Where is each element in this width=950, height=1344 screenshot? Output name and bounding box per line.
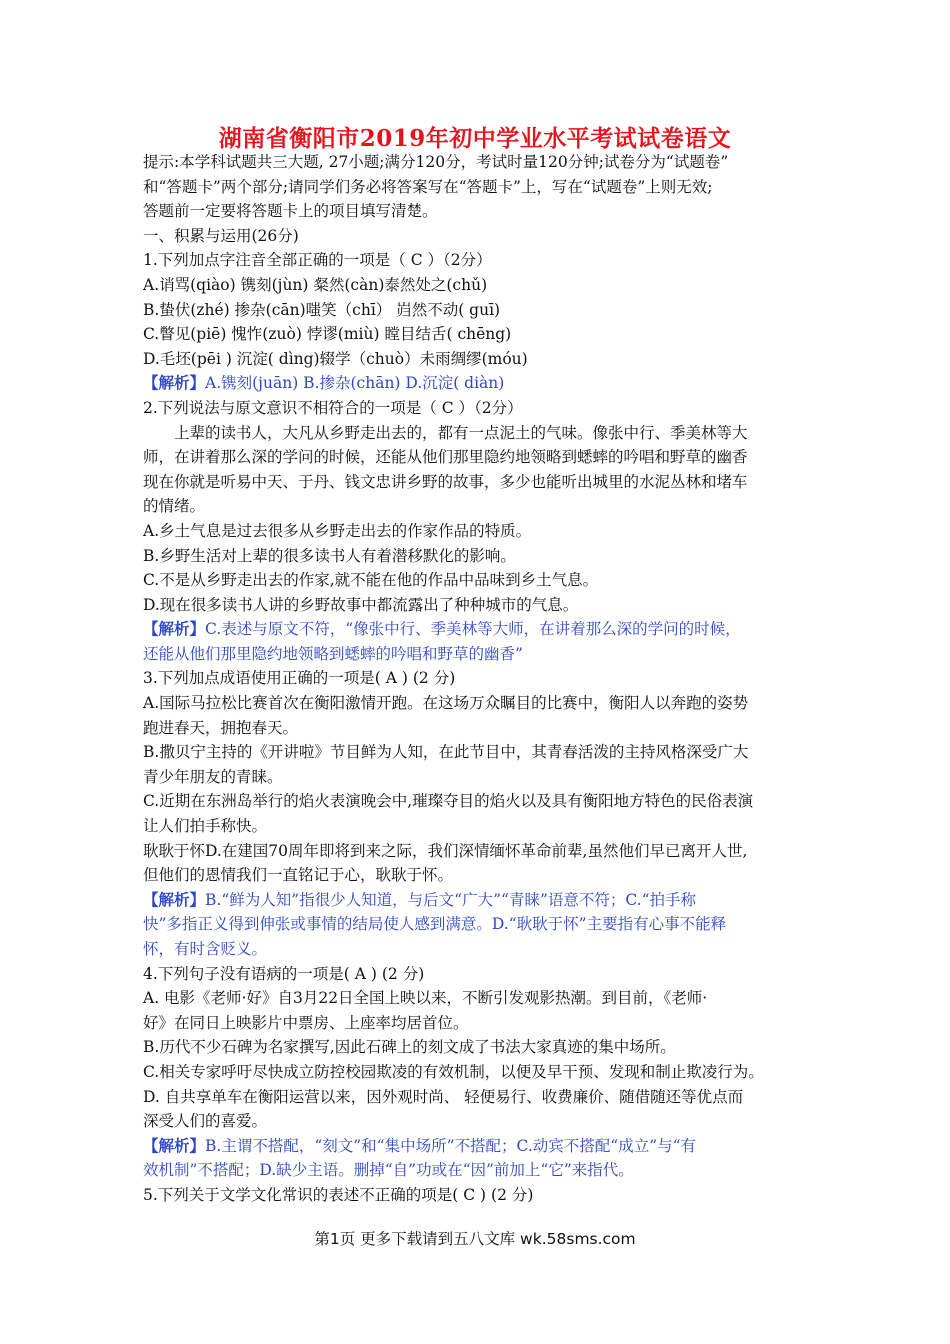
analysis-text: 效机制”不搭配；D.缺少主语。删掉“自”功或在“因”前加上“它”来指代。	[143, 1161, 634, 1180]
text-line	[143, 519, 811, 544]
line-text: B.历代不少石碑为名家撰写,因此石碑上的刻文成了书法大家真迹的集中场所。	[143, 1038, 676, 1057]
text-line	[143, 371, 811, 396]
line-text: 的情绪。	[143, 497, 206, 516]
text-line	[143, 888, 811, 913]
text-line	[143, 937, 811, 962]
line-text: C.不是从乡野走出去的作家,就不能在他的作品中品味到乡土气息。	[143, 571, 599, 590]
analysis-text: C.表述与原文不符，“像张中行、季美林等大师，在讲着那么深的学问的时候，	[205, 620, 741, 639]
text-line	[143, 839, 811, 864]
text-line	[143, 199, 811, 224]
analysis-marker: 【解析】	[143, 373, 206, 393]
line-text: 但他们的恩情我们一直铭记于心，耿耿于怀。	[143, 866, 454, 885]
text-line	[143, 568, 811, 593]
analysis-marker: 【解析】	[143, 1135, 206, 1155]
line-text: 提示:本学科试题共三大题, 27小题;满分120分，考试时量120分钟;试卷分为“试题卷”	[143, 153, 729, 171]
text-line	[143, 224, 811, 249]
text-line	[143, 1085, 811, 1110]
line-text: B.乡野生活对上辈的很多读书人有着潜移默化的影响。	[143, 546, 516, 565]
text-line	[143, 298, 811, 323]
line-text: 4.下列句子没有语病的一项是( A ) (2 分)	[143, 964, 425, 983]
text-line	[143, 1035, 811, 1060]
text-line	[143, 740, 811, 765]
line-text: A.乡土气息是过去很多从乡野走出去的作家作品的特质。	[143, 521, 532, 540]
text-line	[143, 445, 811, 470]
line-text: 3.下列加点成语使用正确的一项是( A ) (2 分)	[143, 669, 456, 688]
text-line	[143, 150, 811, 175]
text-line	[143, 494, 811, 519]
line-text: 一、积累与运用(26分)	[143, 226, 299, 245]
text-line	[143, 962, 811, 987]
line-text: D. 自共享单车在衡阳运营以来，因外观时尚、 轻便易行、收费廉价、随借随还等优点而	[143, 1087, 744, 1106]
line-text: 深受人们的喜爱。	[143, 1112, 268, 1131]
line-text: C.相关专家呼吁尽快成立防控校园欺凌的有效机制，以便及早干预、发现和制止欺凌行为。	[143, 1062, 764, 1081]
analysis-text: B.“鲜为人知”指很少人知道，与后文“广大”“青睐”语意不符；C.“拍手称	[205, 890, 697, 909]
text-line	[143, 1183, 811, 1208]
analysis-text: 怀，有时含贬义。	[143, 940, 268, 958]
line-text: 5.下列关于文学文化常识的表述不正确的项是( C ) (2 分)	[143, 1185, 534, 1204]
line-text: C.瞥见(piē) 愧怍(zuò) 悖谬(miù) 瞠目结舌( chēng)	[143, 325, 512, 344]
text-line	[143, 666, 811, 691]
text-line	[143, 273, 811, 298]
text-line	[143, 789, 811, 814]
line-text: A.国际马拉松比赛首次在衡阳激情开跑。在这场万众瞩目的比赛中，衡阳人以奔跑的姿势	[143, 694, 749, 713]
text-line	[143, 814, 811, 839]
line-text: 1.下列加点字注音全部正确的一项是（ C ）（2分）	[143, 251, 492, 270]
line-text: 师，在讲着那么深的学问的时候，还能从他们那里隐约地领略到蟋蟀的吟唱和野草的幽香	[143, 448, 748, 467]
text-line	[143, 1060, 811, 1085]
text-line	[143, 986, 811, 1011]
line-text: 和“答题卡”两个部分;请同学们务必将答案写在“答题卡”上，写在“试题卷”上则无效;	[143, 177, 713, 196]
line-text: 耿耿于怀D.在建国70周年即将到来之际，我们深情缅怀革命前辈,虽然他们早已离开人世,	[143, 841, 748, 860]
analysis-text: 还能从他们那里隐约地领略到蟋蟀的吟唱和野草的幽香”	[143, 644, 523, 663]
text-line	[143, 1158, 811, 1183]
analysis-text: A.镌刻(juān) B.掺杂(chān) D.沉淀( diàn)	[205, 374, 505, 393]
line-text: D.毛坯(pēi ) 沉淀( dìng)辍学（chuò）未雨绸缪(móu)	[143, 349, 528, 368]
line-text: 好》在同日上映影片中票房、上座率均居首位。	[143, 1013, 469, 1032]
text-line	[143, 470, 811, 495]
line-text: B.撒贝宁主持的《开讲啦》节目鲜为人知，在此节目中，其青春活泼的主持风格深受广大	[143, 743, 749, 762]
line-text: 2.下列说法与原文意识不相符合的一项是（ C ）（2分）	[143, 398, 523, 417]
line-text: D.现在很多读书人讲的乡野故事中都流露出了种种城市的气息。	[143, 595, 579, 614]
text-line	[143, 863, 811, 888]
line-text: 让人们拍手称快。	[143, 817, 268, 836]
line-text: A. 电影《老师·好》自3月22日全国上映以来，不断引发观影热潮。到目前，《老师·	[143, 989, 708, 1008]
text-line	[143, 322, 811, 347]
text-line	[143, 1109, 811, 1134]
line-text: C.近期在东洲岛举行的焰火表演晚会中,璀璨夺目的焰火以及具有衡阳地方特色的民俗表演	[143, 792, 754, 811]
analysis-marker: 【解析】	[143, 619, 206, 639]
text-line	[143, 248, 811, 273]
line-text: 答题前一定要将答题卡上的项目填写清楚。	[143, 202, 438, 221]
page-footer: 第1页 更多下载请到五八文库 wk.58sms.com	[314, 1230, 636, 1248]
line-text: 跑进春天，拥抱春天。	[143, 718, 299, 737]
page-title: 湖南省衡阳市2019年初中学业水平考试试卷语文	[218, 125, 732, 152]
line-text: 上辈的读书人，大凡从乡野走出去的，都有一点泥土的气味。像张中行、季美林等大	[174, 423, 748, 442]
text-line	[143, 347, 811, 372]
analysis-marker: 【解析】	[143, 889, 206, 909]
text-line	[143, 396, 811, 421]
text-line	[143, 1011, 811, 1036]
text-line	[143, 421, 811, 446]
text-line	[143, 642, 811, 667]
text-line	[143, 617, 811, 642]
analysis-text: 快”多指正义得到伸张或事情的结局使人感到满意。D.“耿耿于怀”主要指有心事不能释	[143, 915, 727, 934]
text-line	[143, 544, 811, 569]
text-line	[143, 716, 811, 741]
text-line	[143, 1134, 811, 1159]
line-text: B.蛰伏(zhé) 掺杂(cān)嗤笑（chī） 岿然不动( guī)	[143, 300, 501, 319]
line-text: 现在你就是听易中天、于丹、钱文忠讲乡野的故事，多少也能听出城里的水泥丛林和堵车	[143, 472, 748, 491]
text-line	[143, 912, 811, 937]
document-body	[143, 150, 811, 1208]
analysis-text: B.主谓不搭配，“刻文”和“集中场所”不搭配；C.动宾不搭配“成立”与“有	[205, 1136, 697, 1155]
text-line	[143, 175, 811, 200]
line-text: A.诮骂(qiào) 镌刻(jùn) 粲然(càn)泰然处之(chǔ)	[143, 275, 488, 294]
text-line	[143, 691, 811, 716]
text-line	[143, 593, 811, 618]
text-line	[143, 765, 811, 790]
line-text: 青少年朋友的青睐。	[143, 767, 283, 786]
